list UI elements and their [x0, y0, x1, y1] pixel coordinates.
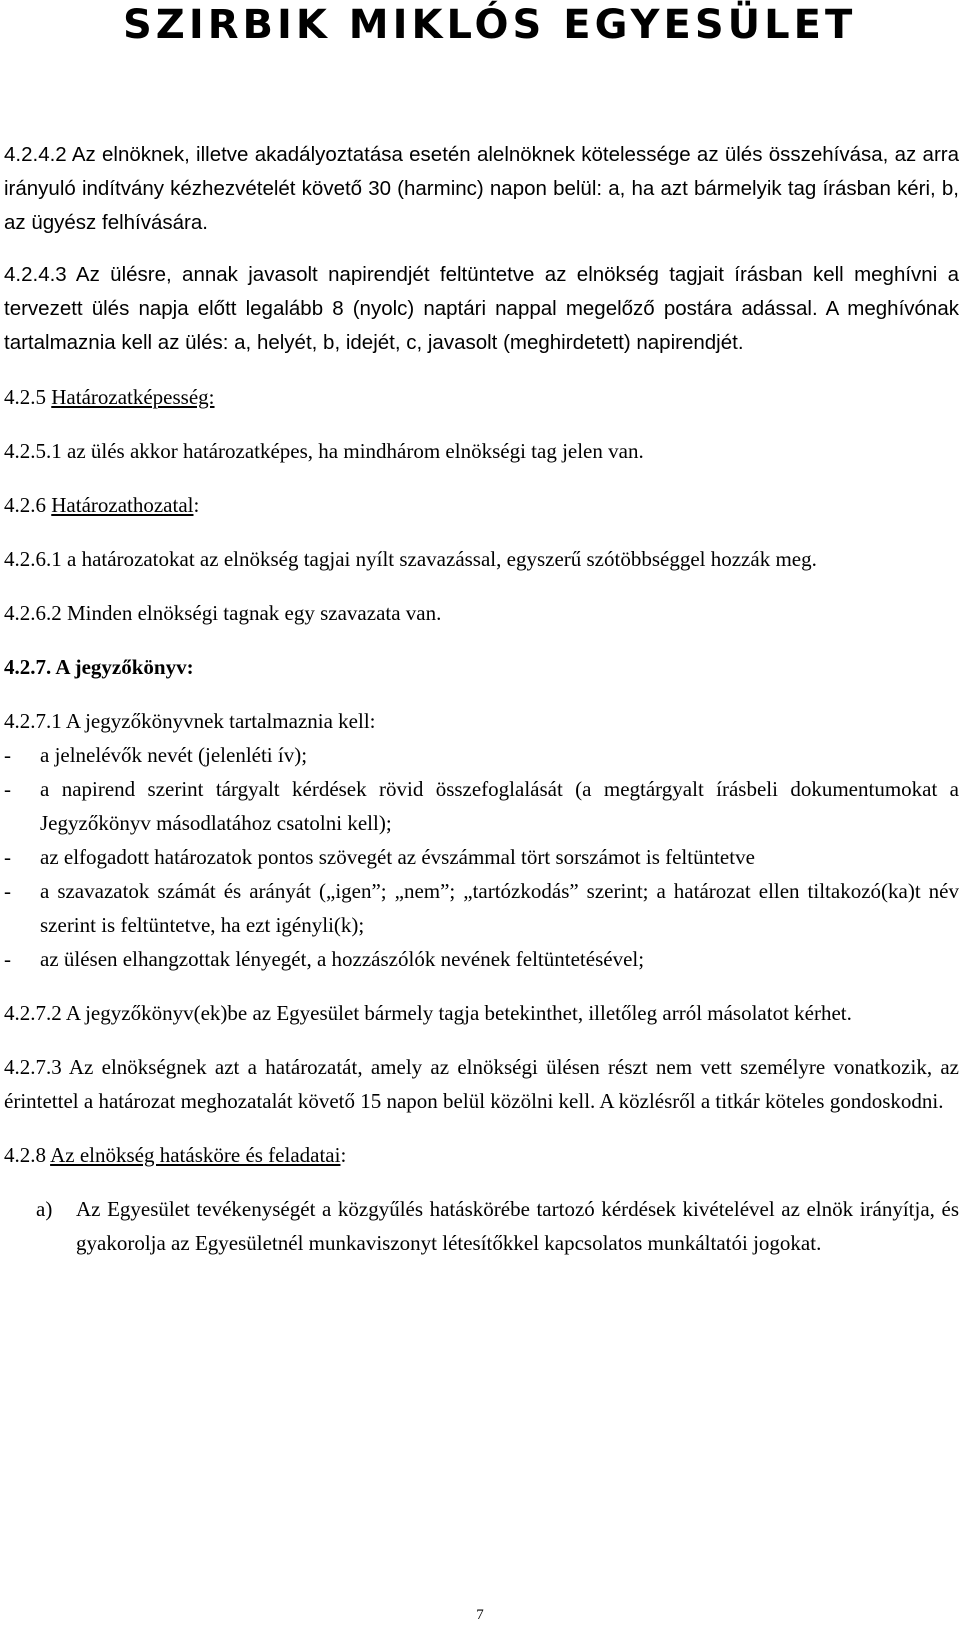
minutes-contents-list: [4, 738, 959, 976]
section-heading-4-2-7: [4, 650, 959, 684]
paragraph-4-2-4-3: 4.2.4.3 Az ülésre, annak javasolt napirendjét feltüntetve az elnökség tagjait írásban kell meghívni a tervezett ülés napja előtt legalább 8 (nyolc) naptári nappal megelőző postára adással. A meghívónak tartalmaznia kell az ülés: a, helyét, b, idejét, c, javasolt (meghirdetett) napirendjét.: [4, 263, 959, 354]
list-item-text: a szavazatok számát és arányát („igen”; „nem”; „tartózkodás” szerint; a határozat ellen tiltakozó(ka)t név szerint is feltüntetve, ha ezt igényli(k);: [40, 879, 959, 937]
list-item: [4, 1192, 959, 1260]
page-number: 7: [476, 1607, 484, 1623]
section-title: Határozathozatal: [51, 493, 194, 517]
paragraph-4-2-6-2: 4.2.6.2 Minden elnökségi tagnak egy szavazata van.: [4, 601, 442, 625]
paragraph-4-2-7-2: 4.2.7.2 A jegyzőkönyv(ek)be az Egyesület bármely tagja betekinthet, illetőleg arról másolatot kérhet.: [4, 1001, 852, 1025]
section-number: 4.2.7.: [4, 655, 52, 679]
list-item: [4, 942, 959, 976]
section-number: 4.2.6: [4, 493, 46, 517]
list-item-text: Az Egyesület tevékenységét a közgyűlés hatáskörébe tartozó kérdések kivételével az elnök irányítja, és gyakorolja az Egyesületnél munkaviszonyt létesítőkkel kapcsolatos munkáltatói jogokat.: [76, 1197, 959, 1255]
bullet-dash: -: [4, 947, 11, 971]
section-heading-4-2-8: [4, 1138, 959, 1172]
bullet-dash: -: [4, 777, 11, 801]
list-item-text: az ülésen elhangzottak lényegét, a hozzászólók nevének feltüntetésével;: [40, 947, 645, 971]
paragraph-4-2-6-1: 4.2.6.1 a határozatokat az elnökség tagjai nyílt szavazással, egyszerű szótöbbséggel hozzák meg.: [4, 547, 817, 571]
section-heading-4-2-5: [4, 380, 959, 414]
bullet-dash: -: [4, 879, 11, 903]
list-item: [4, 840, 959, 874]
section-heading-4-2-6: [4, 488, 959, 522]
section-title: Az elnökség hatásköre és feladatai: [50, 1143, 341, 1167]
list-item: [4, 738, 959, 772]
list-item-text: az elfogadott határozatok pontos szövegét az évszámmal tört sorszámot is feltüntetve: [40, 845, 755, 869]
list-item: [4, 772, 959, 840]
paragraph-4-2-7-3: 4.2.7.3 Az elnökségnek azt a határozatát, amely az elnökségi ülésen részt nem vett személyre vonatkozik, az érintettel a határozat meghozatalát követő 15 napon belül közölni kell. A közlésről a titkár köteles gondoskodni.: [4, 1055, 959, 1113]
paragraph-4-2-7-1: 4.2.7.1 A jegyzőkönyvnek tartalmaznia kell:: [4, 709, 376, 733]
paragraph-4-2-4-2: 4.2.4.2 Az elnöknek, illetve akadályoztatása esetén alelnöknek kötelessége az ülés összehívása, az arra irányuló indítvány kézhezvételét követő 30 (harminc) napon belül: a, ha azt bármelyik tag írásban kéri, b, az ügyész felhívására.: [4, 143, 959, 234]
document-body: [4, 138, 959, 1260]
organization-title: SZIRBIK MIKLÓS EGYESÜLET: [123, 2, 857, 48]
list-item-text: a napirend szerint tárgyalt kérdések rövid összefoglalását (a megtárgyalt írásbeli dokumentumokat a Jegyzőkönyv másodlatához csatolni kell);: [40, 777, 959, 835]
section-title-colon: :: [193, 493, 200, 517]
list-item-text: a jelnelévők nevét (jelenléti ív);: [40, 743, 308, 767]
section-title-colon: :: [340, 1143, 347, 1167]
section-title: A jegyzőkönyv:: [55, 655, 194, 679]
section-title: Határozatképesség:: [51, 385, 215, 409]
paragraph-4-2-5-1: 4.2.5.1 az ülés akkor határozatképes, ha mindhárom elnökségi tag jelen van.: [4, 439, 644, 463]
section-number: 4.2.8: [4, 1143, 46, 1167]
section-number: 4.2.5: [4, 385, 46, 409]
bullet-dash: -: [4, 845, 11, 869]
bullet-dash: -: [4, 743, 11, 767]
list-item: [4, 874, 959, 942]
list-item-marker: a): [36, 1197, 53, 1221]
